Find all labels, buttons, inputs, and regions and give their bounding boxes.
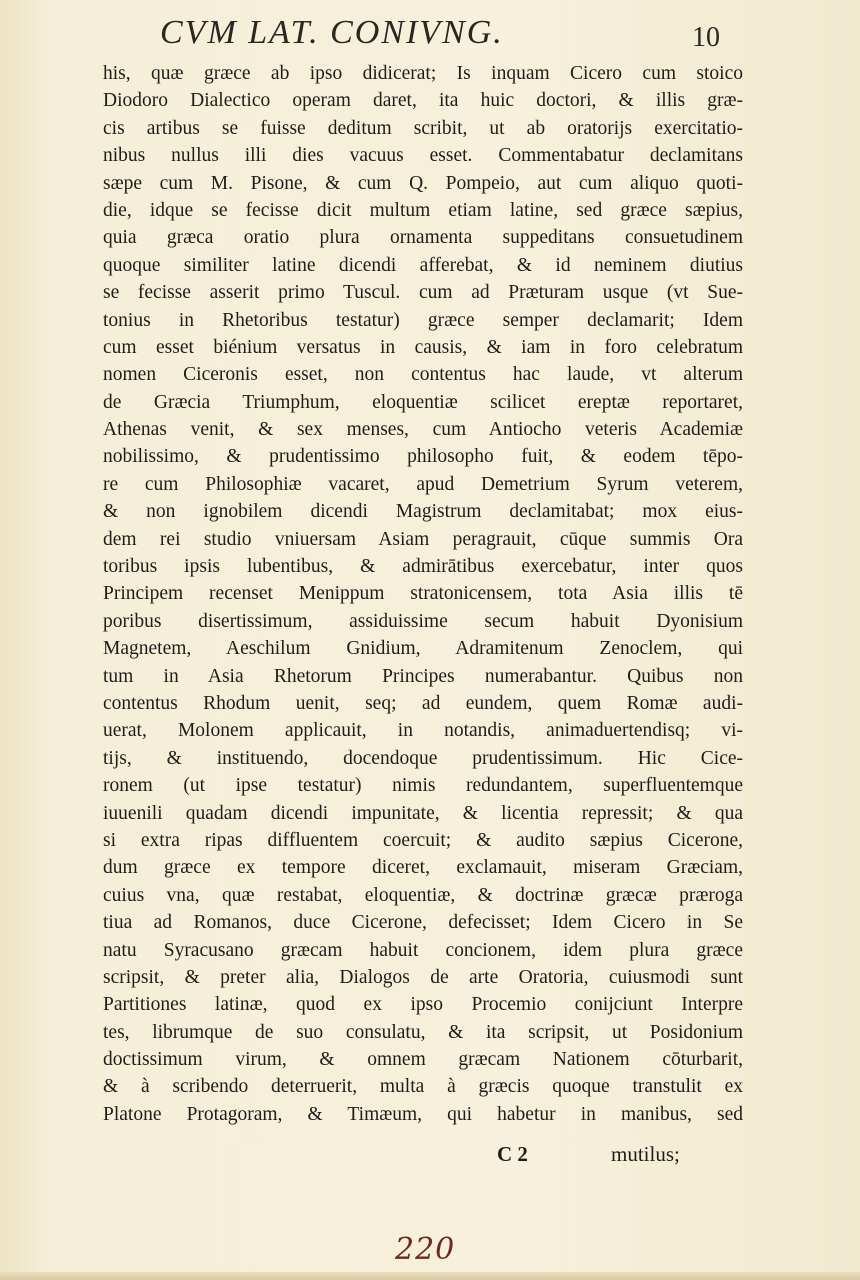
text-line: poribus disertissimum, assiduissime secum habuit Dyonisium (103, 610, 743, 632)
text-line: tonius in Rhetoribus testatur) græce semper declamarit; Idem (103, 309, 743, 331)
signature-mark: C 2 (497, 1142, 528, 1166)
running-head: CVM LAT. CONIVNG. (160, 14, 504, 51)
text-line: Partitiones latinæ, quod ex ipso Procemio conijciunt Interpre (103, 994, 743, 1016)
text-line: scripsit, & preter alia, Dialogos de arte Oratoria, cuiusmodi sunt (103, 966, 743, 988)
text-line: Diodoro Dialectico operam daret, ita huic doctori, & illis græ- (103, 90, 743, 112)
body-text (103, 60, 743, 1128)
page-footer (103, 1142, 743, 1172)
text-line: quia græca oratio plura ornamenta suppeditans consuetudinem (103, 227, 743, 249)
text-line: si extra ripas diffluentem coercuit; & audito sæpius Cicerone, (103, 829, 743, 851)
text-line: Athenas venit, & sex menses, cum Antiocho veteris Academiæ (103, 419, 743, 441)
text-line: cum esset biénium versatus in causis, & iam in foro celebratum (103, 336, 743, 358)
text-line: tijs, & instituendo, docendoque prudentissimum. Hic Cice- (103, 747, 743, 769)
text-line: contentus Rhodum uenit, seq; ad eundem, quem Romæ audi- (103, 692, 743, 714)
text-line: cuius vna, quæ restabat, eloquentiæ, & doctrinæ græcæ præroga (103, 884, 743, 906)
page-edge (0, 1272, 860, 1280)
text-line: sæpe cum M. Pisone, & cum Q. Pompeio, aut cum aliquo quoti- (103, 172, 743, 194)
text-line: & non ignobilem dicendi Magistrum declamitabat; mox eius- (103, 501, 743, 523)
text-line: nobilissimo, & prudentissimo philosopho fuit, & eodem tēpo- (103, 446, 743, 468)
text-line: re cum Philosophiæ vacaret, apud Demetrium Syrum veterem, (103, 473, 743, 495)
text-line: quoque similiter latine dicendi afferebat, & id neminem diutius (103, 254, 743, 276)
text-line: natu Syracusano græcam habuit concionem, idem plura græce (103, 939, 743, 961)
text-line: toribus ipsis lubentibus, & admirātibus exercebatur, inter quos (103, 556, 743, 578)
page-number: 10 (692, 22, 720, 53)
text-line: uerat, Molonem applicauit, in notandis, animaduertendisq; vi- (103, 720, 743, 742)
text-line: dem rei studio vniuersam Asiam peragrauit, cūque summis Ora (103, 528, 743, 550)
text-line: his, quæ græce ab ipso didicerat; Is inquam Cicero cum stoico (103, 63, 743, 84)
text-line: Magnetem, Aeschilum Gnidium, Adramitenum Zenoclem, qui (103, 638, 743, 660)
text-line: se fecisse asserit primo Tuscul. cum ad Præturam usque (vt Sue- (103, 282, 743, 304)
text-line: die, idque se fecisse dicit multum etiam latine, sed græce sæpius, (103, 199, 743, 221)
text-line: tiua ad Romanos, duce Cicerone, defecisset; Idem Cicero in Se (103, 912, 743, 934)
text-line: Platone Protagoram, & Timæum, qui habetur in manibus, sed (103, 1103, 743, 1125)
handwritten-page-number: 220 (395, 1232, 456, 1267)
text-line: cis artibus se fuisse deditum scribit, ut ab oratorijs exercitatio- (103, 117, 743, 139)
text-line: & à scribendo deterruerit, multa à græcis quoque transtulit ex (103, 1076, 743, 1098)
text-line: tum in Asia Rhetorum Principes numerabantur. Quibus non (103, 665, 743, 687)
text-line: iuuenili quadam dicendi impunitate, & licentia repressit; & qua (103, 802, 743, 824)
text-line: ronem (ut ipse testatur) nimis redundantem, superfluentemque (103, 775, 743, 797)
text-line: Principem recenset Menippum stratonicensem, tota Asia illis tē (103, 583, 743, 605)
catchword: mutilus; (611, 1142, 680, 1166)
text-line: dum græce ex tempore diceret, exclamauit, miseram Græciam, (103, 857, 743, 879)
text-line: nomen Ciceronis esset, non contentus hac laude, vt alterum (103, 364, 743, 386)
text-line: de Græcia Triumphum, eloquentiæ scilicet ereptæ reportaret, (103, 391, 743, 413)
text-line: nibus nullus illi dies vacuus esset. Commentabatur declamitans (103, 145, 743, 167)
text-line: tes, librumque de suo consulatu, & ita scripsit, ut Posidonium (103, 1021, 743, 1043)
text-line: doctissimum virum, & omnem græcam Nationem cōturbarit, (103, 1049, 743, 1071)
